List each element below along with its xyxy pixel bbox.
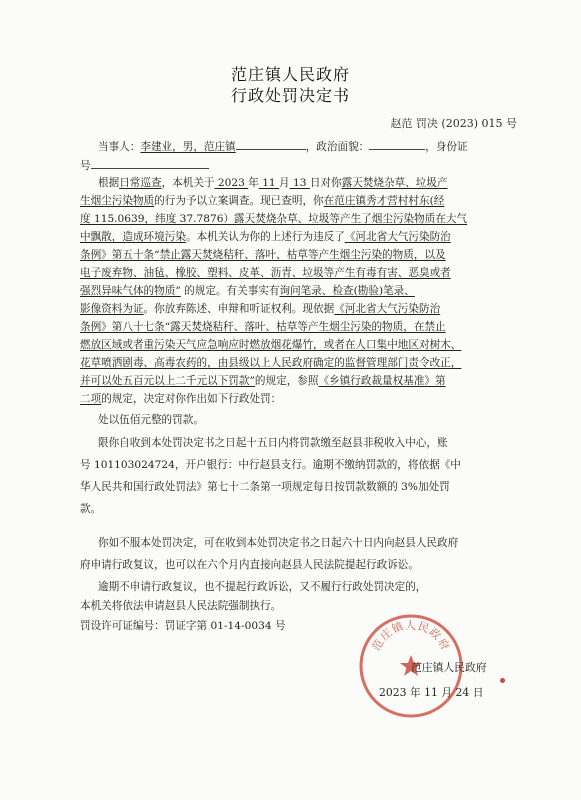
underlined-text: 条例》第五十条“禁止露天焚烧秸秆、落叶、枯草等产生烟尘污染的物质，以及 — [80, 249, 446, 261]
seal-text: 范庄镇人民政府 — [369, 618, 453, 653]
payment-paragraph-line: 华人民共和国行政处罚法》第七十二条第一项规定每日按罚款数额的 3%加处罚 — [80, 481, 450, 493]
document-title: 行政处罚决定书 — [230, 86, 350, 105]
underlined-text: 询问笔录、检查(勘验)笔录、 — [279, 285, 415, 297]
paragraph-1-line — [80, 392, 281, 406]
underlined-text: 生烟尘污染物质 — [80, 195, 155, 207]
redacted-id-number — [91, 157, 209, 169]
underlined-text: 强烈异味气体的物质” — [80, 285, 181, 297]
enforcement-paragraph-line: 逾期不申请行政复议，也不提起行政诉讼，又不履行行政处罚决定的， — [98, 581, 427, 593]
issuing-organization-title: 范庄镇人民政府 — [230, 65, 350, 84]
permit-number: 罚设许可证编号：罚证字第 01-14-0034 号 — [80, 620, 286, 632]
paragraph-1-line — [80, 374, 446, 388]
appeal-paragraph-line: 你如不服本处罚决定，可在收到本处罚决定书之日起六十日内向赵县人民政府 — [98, 537, 459, 549]
underlined-text: 二项 — [80, 393, 102, 405]
underlined-text: 度 115.0639，纬度 37.7876）露天焚烧杂草、垃圾等产生了烟尘污染物质在大气 — [80, 213, 468, 225]
enforcement-paragraph-line: 本机关将依法申请赵县人民法院强制执行。 — [80, 600, 282, 612]
paragraph-1-line — [98, 176, 448, 190]
paragraph-1-line — [80, 338, 461, 352]
underlined-text: 《河北省大气污染防治 — [334, 303, 441, 315]
text-segment: 的行为予以立案调查。现已查明，你 — [154, 195, 324, 207]
document-number: 赵范 罚决 (2023) 015 号 — [390, 117, 517, 130]
underlined-text: 燃放区域或者重污染天气应急响应时燃放烟花爆竹，或者在人口集中地区对树木、 — [80, 339, 462, 351]
id-label: ，身份证 — [425, 141, 468, 153]
redacted-field — [369, 138, 425, 150]
party-name: 李建业，男，范庄镇 — [140, 141, 236, 153]
paragraph-1-line — [80, 320, 446, 334]
payment-paragraph-line: 限你自收到本处罚决定书之日起十五日内将罚款缴至赵县非税收入中心，账 — [98, 437, 448, 449]
party-label: 当事人： — [98, 141, 141, 153]
underlined-text: 露天焚烧杂草、垃圾产 — [341, 177, 448, 189]
underlined-text: 11 — [258, 177, 280, 189]
redacted-field — [236, 138, 306, 150]
svg-text:范庄镇人民政府 — [369, 619, 453, 653]
underlined-text: 日常巡查 — [119, 177, 162, 189]
paragraph-1-line — [80, 194, 444, 208]
text-segment: 的规定，参照 — [254, 375, 319, 387]
party-id-line — [80, 157, 209, 173]
underlined-text: 中飘散，造成环境污染 — [80, 231, 186, 243]
text-segment: 年 — [248, 177, 259, 189]
text-segment: 的规定，决定对你作出如下行政处罚： — [101, 393, 282, 405]
appeal-paragraph-line: 府申请行政复议，也可以在六个月内直接向赵县人民法院提起行政诉讼。 — [80, 559, 419, 571]
paragraph-1-line — [80, 230, 451, 244]
underlined-text: 电子废弃物、油毡、橡胶、塑料、皮革、沥青、垃圾等产生有毒有害、恶臭或者 — [80, 267, 451, 279]
paragraph-1-line — [80, 266, 451, 280]
paragraph-1-line — [80, 284, 415, 298]
underlined-text: 《河北省大气污染防治 — [344, 231, 451, 243]
party-line — [98, 138, 468, 154]
paragraph-1-line — [80, 248, 446, 262]
ink-mark — [500, 678, 505, 683]
payment-paragraph-line: 款。 — [80, 503, 102, 515]
underlined-text: 条例》第八十七条“露天焚烧秸秆、落叶、枯草等产生烟尘污染的物质，在禁止 — [80, 321, 446, 333]
paragraph-1-line — [80, 212, 467, 226]
text-segment: 。本机关认为你的上述行为违反了 — [185, 231, 345, 243]
text-segment: 日对你 — [309, 177, 342, 189]
underlined-text: 在范庄镇秀才营村村东(经 — [323, 195, 445, 207]
underlined-text: 影像资料为证 — [80, 303, 144, 315]
underlined-text: 并可以处五百元以上二千元以下罚款” — [80, 375, 255, 387]
underlined-text: 花草喷洒剧毒、高毒农药的，由县级以上人民政府确定的监督管理部门责令改正， — [80, 357, 462, 369]
text-segment: 的规定。有关事实有 — [180, 285, 280, 297]
signing-organization: 范庄镇人民政府 — [411, 661, 487, 674]
id-number-label: 号 — [80, 160, 91, 172]
underlined-text: 13 — [289, 177, 310, 189]
penalty-statement: 处以伍佰元整的罚款。 — [98, 414, 204, 426]
underlined-text: 《乡镇行政裁量权基准》第 — [318, 375, 446, 387]
text-segment: 根据 — [98, 177, 120, 189]
signing-date: 2023 年 11 月 24 日 — [379, 686, 484, 699]
payment-paragraph-line: 号 101103024724，开户银行：中行赵县支行。逾期不缴纳罚款的，将依据《中 — [80, 459, 461, 471]
politics-label: ，政治面貌： — [305, 141, 370, 153]
text-segment: 月 — [279, 177, 290, 189]
underlined-text: 2023 — [214, 177, 249, 189]
paragraph-1-line — [80, 356, 461, 370]
paragraph-1-line — [80, 302, 440, 316]
text-segment: 。你放弃陈述、申辩和听证权利。现依据 — [143, 303, 335, 315]
text-segment: ，本机关于 — [161, 177, 215, 189]
